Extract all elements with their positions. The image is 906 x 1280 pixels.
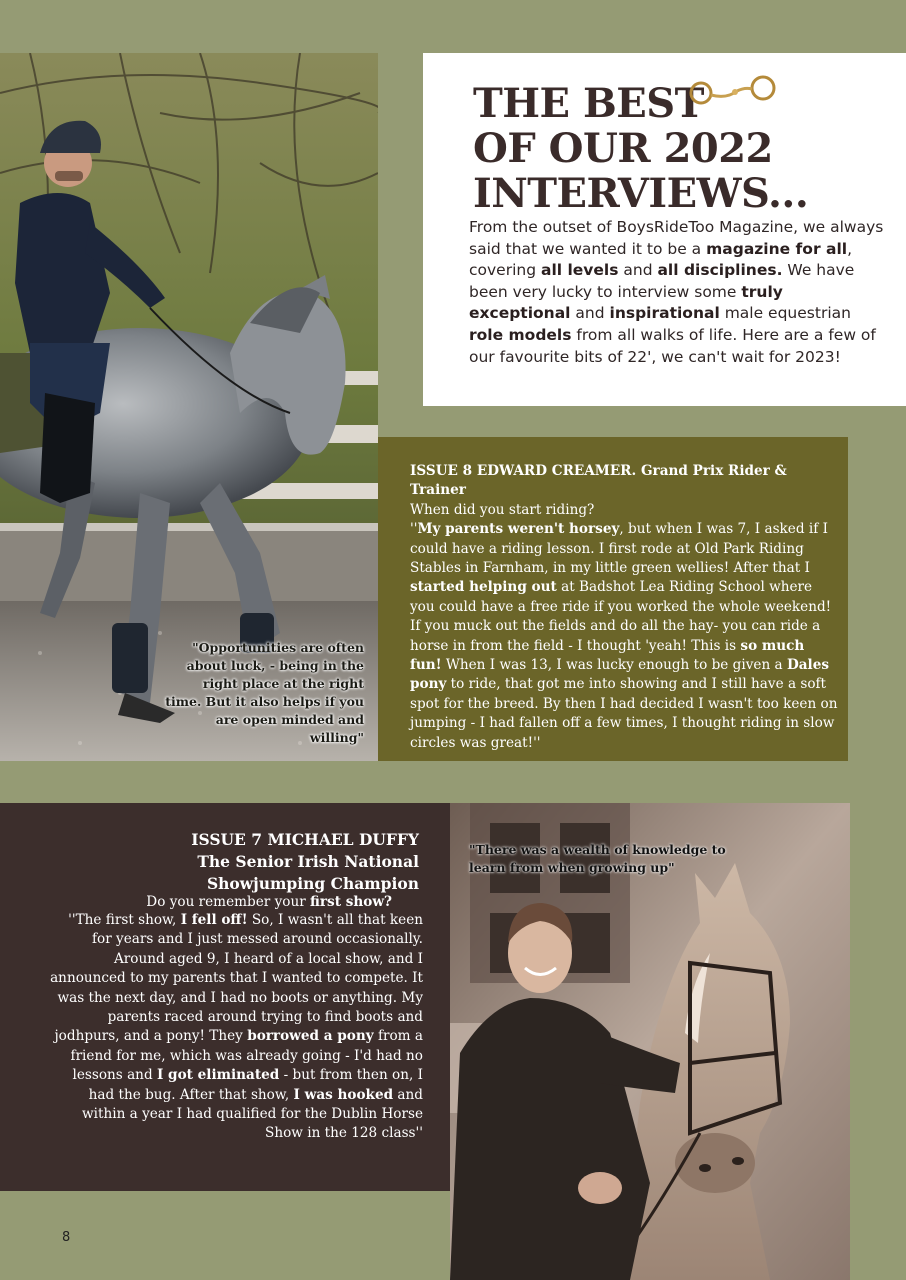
issue-7-heading-line-2: The Senior Irish National — [197, 852, 419, 871]
issue-8-heading: ISSUE 8 EDWARD CREAMER. Grand Prix Rider & Trainer — [410, 463, 787, 499]
title-panel — [423, 53, 906, 406]
intro-paragraph: From the outset of BoysRideToo Magazine, we always said that we wanted it to be a magazine for all, covering all levels and all disciplines. We have been very lucky to interview some truly exceptional and inspirational male equestrian role models from all walks of life. Here are a few of our favourite bits of 22', we can't wait for 2023! — [469, 218, 884, 366]
issue-8-text — [410, 462, 840, 753]
issue-8-question: When did you start riding? — [410, 501, 595, 518]
issue-7-heading — [79, 829, 419, 895]
rider-photo-quote: "Opportunities are often about luck, - being in the right place at the right time. But it also helps if you are open minded and willing" — [165, 640, 364, 745]
page-title-line-2: OF OUR 2022 — [473, 125, 773, 172]
issue-7-question: Do you remember your first show? — [146, 894, 392, 910]
issue-7-answer: ''The first show, I fell off! So, I wasn't all that keen for years and I just messed around occasionally. Around aged 9, I heard of a local show, and I announced to my parents that I wanted to compete. It was the next day, and I had no boots or anything. My parents raced around trying to find boots and jodhpurs, and a pony! They borrowed a pony from a friend for me, which was already going - I'd had no lessons and I got eliminated - but from then on, I had the bug. After that show, I was hooked and within a year I had qualified for the Dublin Horse Show in the 128 class'' — [50, 912, 423, 1142]
issue-7-heading-line-1: ISSUE 7 MICHAEL DUFFY — [191, 830, 419, 849]
issue-8-panel — [378, 437, 848, 761]
page-number: 8 — [62, 1230, 71, 1245]
rider-photo — [0, 53, 378, 761]
issue-7-panel — [0, 803, 450, 1191]
page-title — [473, 81, 893, 216]
page-title-line-3: INTERVIEWS... — [473, 170, 809, 217]
issue-8-answer: ''My parents weren't horsey, but when I was 7, I asked if I could have a riding lesson. I first rode at Old Park Riding Stables in Farnham, in my little green wellies! After that I started helping out at Badshot Lea Riding School where you could have a free ride if you worked the whole weekend! If you muck out the fields and do all the hay- you can ride a horse in from the field - I thought 'yeah! This is so much fun! When I was 13, I was lucky enough to be given a Dales pony to ride, that got me into showing and I still have a soft spot for the breed. By then I had decided I wasn't too keen on jumping - I had fallen off a few times, I thought riding in slow circles was great!'' — [410, 521, 838, 751]
michael-duffy-photo-quote: "There was a wealth of knowledge to learn from when growing up" — [469, 842, 726, 875]
page-title-line-1: THE BEST — [473, 80, 704, 127]
issue-7-heading-line-3: Showjumping Champion — [206, 874, 419, 893]
horse-bit-icon — [687, 73, 777, 113]
michael-duffy-photo — [450, 803, 850, 1280]
